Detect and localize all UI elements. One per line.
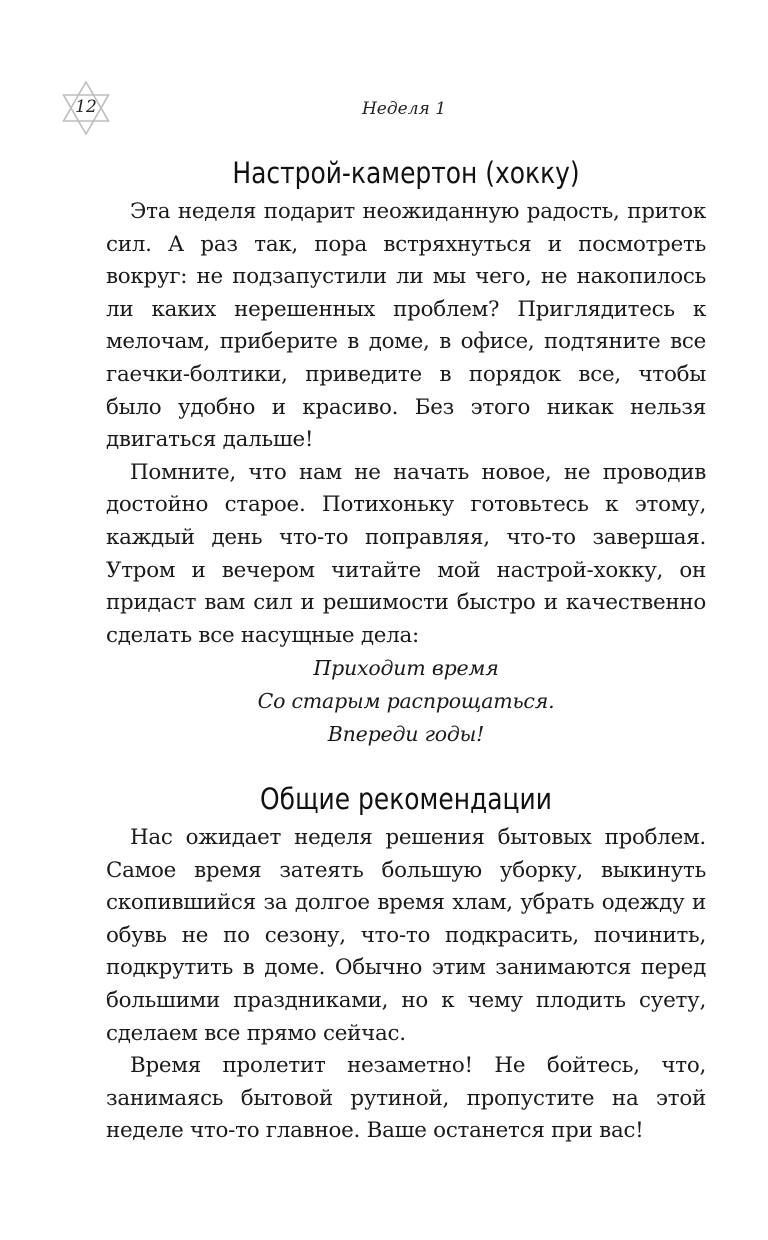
poem-line: Со старым распрощаться. — [257, 688, 555, 713]
hokku-poem — [106, 652, 706, 750]
paragraph: Время пролетит незаметно! Не бойтесь, что, занимаясь бытовой рутиной, пропустите на этой неделе что-то главное. Ваше останется при вас! — [106, 1053, 706, 1144]
paragraph: Помните, что нам не начать новое, не проводив достойно старое. Потихоньку готовьтесь к этому, каждый день что-то поправляя, что-то завершая. Утром и вечером читайте мой настрой-хокку, он придаст вам сил и решимости быстро и качественно сделать все насущные дела: — [106, 459, 706, 648]
section-title-hokku: Настрой-камертон (хокку) — [232, 156, 580, 190]
section-title-recommendations: Общие рекомендации — [260, 782, 552, 817]
page-number: 12 — [75, 97, 97, 117]
paragraph: Эта неделя подарит неожиданную радость, приток сил. А раз так, пора встряхнуться и посмотреть вокруг: не подзапустили ли мы чего, не накопилось ли каких нерешенных проблем? Приглядитесь к мелочам, приберите в доме, в офисе, подтяните все гаечки-болтики, приведите в порядок все, чтобы было удобно и красиво. Без этого никак нельзя двигаться дальше! — [106, 199, 706, 453]
poem-line: Впереди годы! — [327, 721, 485, 746]
section-spacer — [106, 750, 706, 776]
running-head: Неделя 1 — [361, 99, 447, 119]
page-content — [106, 150, 706, 1148]
poem-line: Приходит время — [313, 656, 499, 681]
paragraph: Нас ожидает неделя решения бытовых проблем. Самое время затеять большую уборку, выкинуть скопившийся за долгое время хлам, убрать одежду и обувь не по сезону, что-то подкрасить, починить, подкрутить в доме. Обычно этим занимаются перед большими праздниками, но к чему плодить суету, сделаем все прямо сейчас. — [106, 825, 706, 1046]
